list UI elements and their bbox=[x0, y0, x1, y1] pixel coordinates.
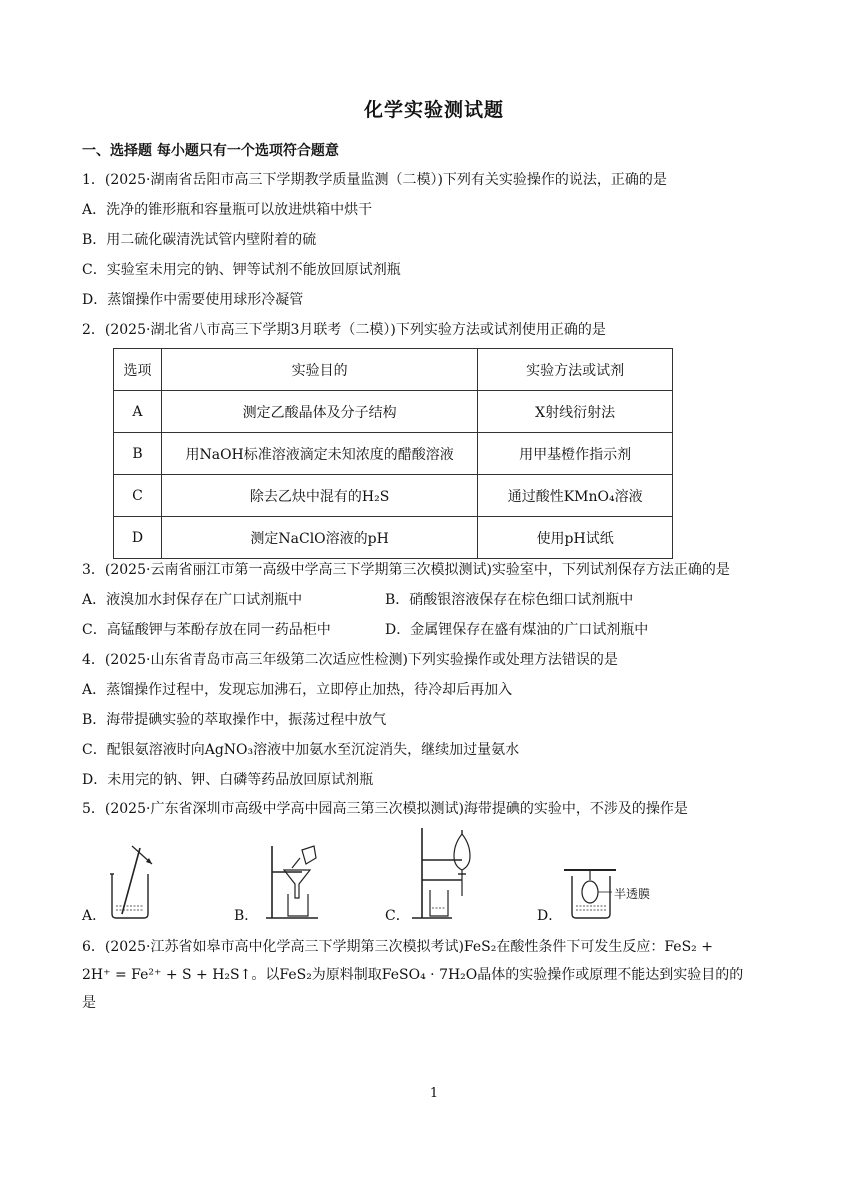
table-row bbox=[114, 475, 673, 517]
table-row bbox=[114, 391, 673, 433]
table-cell: 使用pH试纸 bbox=[478, 517, 673, 559]
q5-label-a: A． bbox=[82, 908, 107, 924]
table-cell: D bbox=[114, 517, 162, 559]
table-header-cell: 选项 bbox=[114, 349, 162, 391]
q6-line-2: 2H⁺ = Fe²⁺ + S + H₂S↑。以FeS₂为原料制取FeSO₄ · 7H₂O晶体的实验操作或原理不能达到实验目的的 bbox=[82, 967, 744, 983]
table-cell: 除去乙炔中混有的H₂S bbox=[161, 475, 477, 517]
page-title: 化学实验测试题 bbox=[363, 99, 504, 121]
table-header-cell: 实验目的 bbox=[161, 349, 477, 391]
q1-option-a: A．洗净的锥形瓶和容量瓶可以放进烘箱中烘干 bbox=[82, 202, 373, 218]
q1-option-c: C．实验室未用完的钠、钾等试剂不能放回原试剂瓶 bbox=[82, 262, 401, 278]
section-heading: 一、选择题 每小题只有一个选项符合题意 bbox=[82, 143, 339, 159]
table-cell: B bbox=[114, 433, 162, 475]
table-cell: 通过酸性KMnO₄溶液 bbox=[478, 475, 673, 517]
q3-stem: 3．(2025·云南省丽江市第一高级中学高三下学期第三次模拟测试)实验室中，下列试剂保存方法正确的是 bbox=[82, 562, 730, 578]
table-cell: 用NaOH标准溶液滴定未知浓度的醋酸溶液 bbox=[161, 433, 477, 475]
separatory-funnel-diagram bbox=[408, 826, 478, 920]
q3-option-c: C．高锰酸钾与苯酚存放在同一药品柜中 bbox=[82, 622, 331, 638]
q3-option-d: D．金属锂保存在盛有煤油的广口试剂瓶中 bbox=[385, 622, 649, 638]
q4-option-c: C．配银氨溶液时向AgNO₃溶液中加氨水至沉淀消失，继续加过量氨水 bbox=[82, 742, 520, 758]
q4-stem: 4．(2025·山东省青岛市高三年级第二次适应性检测)下列实验操作或处理方法错误的是 bbox=[82, 652, 618, 668]
table-header-row bbox=[114, 349, 673, 391]
q2-stem: 2．(2025·湖北省八市高三下学期3月联考（二模）)下列实验方法或试剂使用正确的是 bbox=[82, 322, 606, 338]
table-cell: 用甲基橙作指示剂 bbox=[478, 433, 673, 475]
table-cell: A bbox=[114, 391, 162, 433]
q5-stem: 5．(2025·广东省深圳市高级中学高中园高三第三次模拟测试)海带提碘的实验中，不涉及的操作是 bbox=[82, 801, 688, 817]
q1-stem: 1．(2025·湖南省岳阳市高三下学期教学质量监测（二模）)下列有关实验操作的说法，正确的是 bbox=[82, 172, 667, 188]
table-cell: 测定乙酸晶体及分子结构 bbox=[161, 391, 477, 433]
table-cell: C bbox=[114, 475, 162, 517]
q5-label-b: B． bbox=[234, 908, 259, 924]
q2-table bbox=[113, 348, 673, 559]
q1-option-b: B．用二硫化碳清洗试管内壁附着的硫 bbox=[82, 232, 317, 248]
q4-option-b: B．海带提碘实验的萃取操作中，振荡过程中放气 bbox=[82, 712, 387, 728]
table-row bbox=[114, 433, 673, 475]
table-row bbox=[114, 517, 673, 559]
dialysis-diagram bbox=[562, 866, 618, 920]
filtration-diagram bbox=[262, 844, 322, 920]
membrane-label: 半透膜 bbox=[614, 887, 651, 901]
page-number: 1 bbox=[429, 1086, 439, 1101]
q5-label-d: D． bbox=[537, 908, 563, 924]
q4-option-a: A．蒸馏操作过程中，发现忘加沸石，立即停止加热，待冷却后再加入 bbox=[82, 682, 513, 698]
beaker-stirring-diagram bbox=[108, 840, 158, 920]
table-cell: X射线衍射法 bbox=[478, 391, 673, 433]
q6-line-3: 是 bbox=[82, 995, 96, 1011]
q3-option-a: A．液溴加水封保存在广口试剂瓶中 bbox=[82, 592, 303, 608]
q6-line-1: 6．(2025·江苏省如皋市高中化学高三下学期第三次模拟考试)FeS₂在酸性条件下可发生反应：FeS₂ + bbox=[82, 939, 713, 955]
q5-label-c: C． bbox=[385, 908, 410, 924]
table-cell: 测定NaClO溶液的pH bbox=[161, 517, 477, 559]
q3-option-b: B．硝酸银溶液保存在棕色细口试剂瓶中 bbox=[385, 592, 634, 608]
q4-option-d: D．未用完的钠、钾、白磷等药品放回原试剂瓶 bbox=[82, 772, 374, 788]
table-header-cell: 实验方法或试剂 bbox=[478, 349, 673, 391]
q1-option-d: D．蒸馏操作中需要使用球形冷凝管 bbox=[82, 292, 304, 308]
